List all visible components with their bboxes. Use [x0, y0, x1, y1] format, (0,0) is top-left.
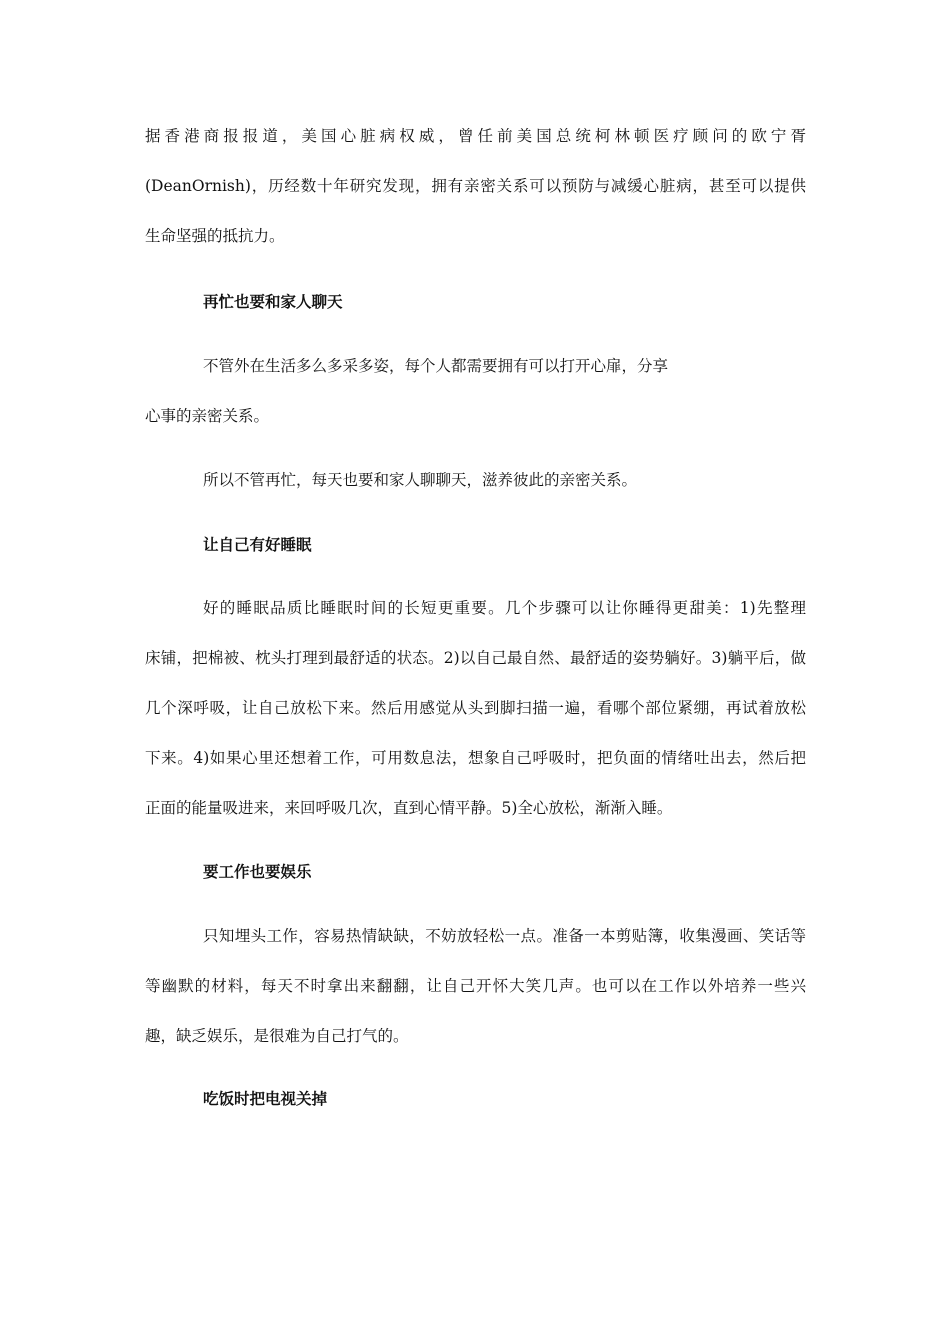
work-play-line-3: 趣，缺乏娱乐，是很难为自己打气的。: [145, 1027, 409, 1045]
section-heading-family-chat: 再忙也要和家人聊天: [203, 293, 343, 311]
good-sleep-line-2: 床铺，把棉被、枕头打理到最舒适的状态。2)以自己最自然、最舒适的姿势躺好。3)躺平后，做: [145, 649, 806, 667]
good-sleep-line-5: 正面的能量吸进来，来回呼吸几次，直到心情平静。5)全心放松，渐渐入睡。: [145, 799, 673, 817]
family-chat-line-2: 心事的亲密关系。: [145, 407, 270, 425]
section-heading-work-play: 要工作也要娱乐: [203, 863, 312, 881]
section-heading-tv-off: 吃饭时把电视关掉: [203, 1090, 328, 1108]
intro-line-3: 生命坚强的抵抗力。: [145, 227, 285, 245]
family-chat-line-1: 不管外在生活多么多采多姿，每个人都需要拥有可以打开心扉，分享: [203, 357, 669, 375]
intro-line-1: 据香港商报报道，美国心脏病权威，曾任前美国总统柯林顿医疗顾问的欧宁胥: [145, 127, 806, 145]
intro-line-2: (DeanOrnish)，历经数十年研究发现，拥有亲密关系可以预防与减缓心脏病，甚至可以提供: [145, 177, 806, 195]
good-sleep-line-1: 好的睡眠品质比睡眠时间的长短更重要。几个步骤可以让你睡得更甜美：1)先整理: [203, 599, 806, 617]
work-play-line-1: 只知埋头工作，容易热情缺缺，不妨放轻松一点。准备一本剪贴簿，收集漫画、笑话等: [203, 927, 806, 945]
good-sleep-line-4: 下来。4)如果心里还想着工作，可用数息法，想象自己呼吸时，把负面的情绪吐出去，然后把: [145, 749, 806, 767]
section-heading-good-sleep: 让自己有好睡眠: [203, 536, 312, 554]
family-chat-line-3: 所以不管再忙，每天也要和家人聊聊天，滋养彼此的亲密关系。: [203, 471, 638, 489]
good-sleep-line-3: 几个深呼吸，让自己放松下来。然后用感觉从头到脚扫描一遍，看哪个部位紧绷，再试着放松: [145, 699, 806, 717]
work-play-line-2: 等幽默的材料，每天不时拿出来翻翻，让自己开怀大笑几声。也可以在工作以外培养一些兴: [145, 977, 806, 995]
